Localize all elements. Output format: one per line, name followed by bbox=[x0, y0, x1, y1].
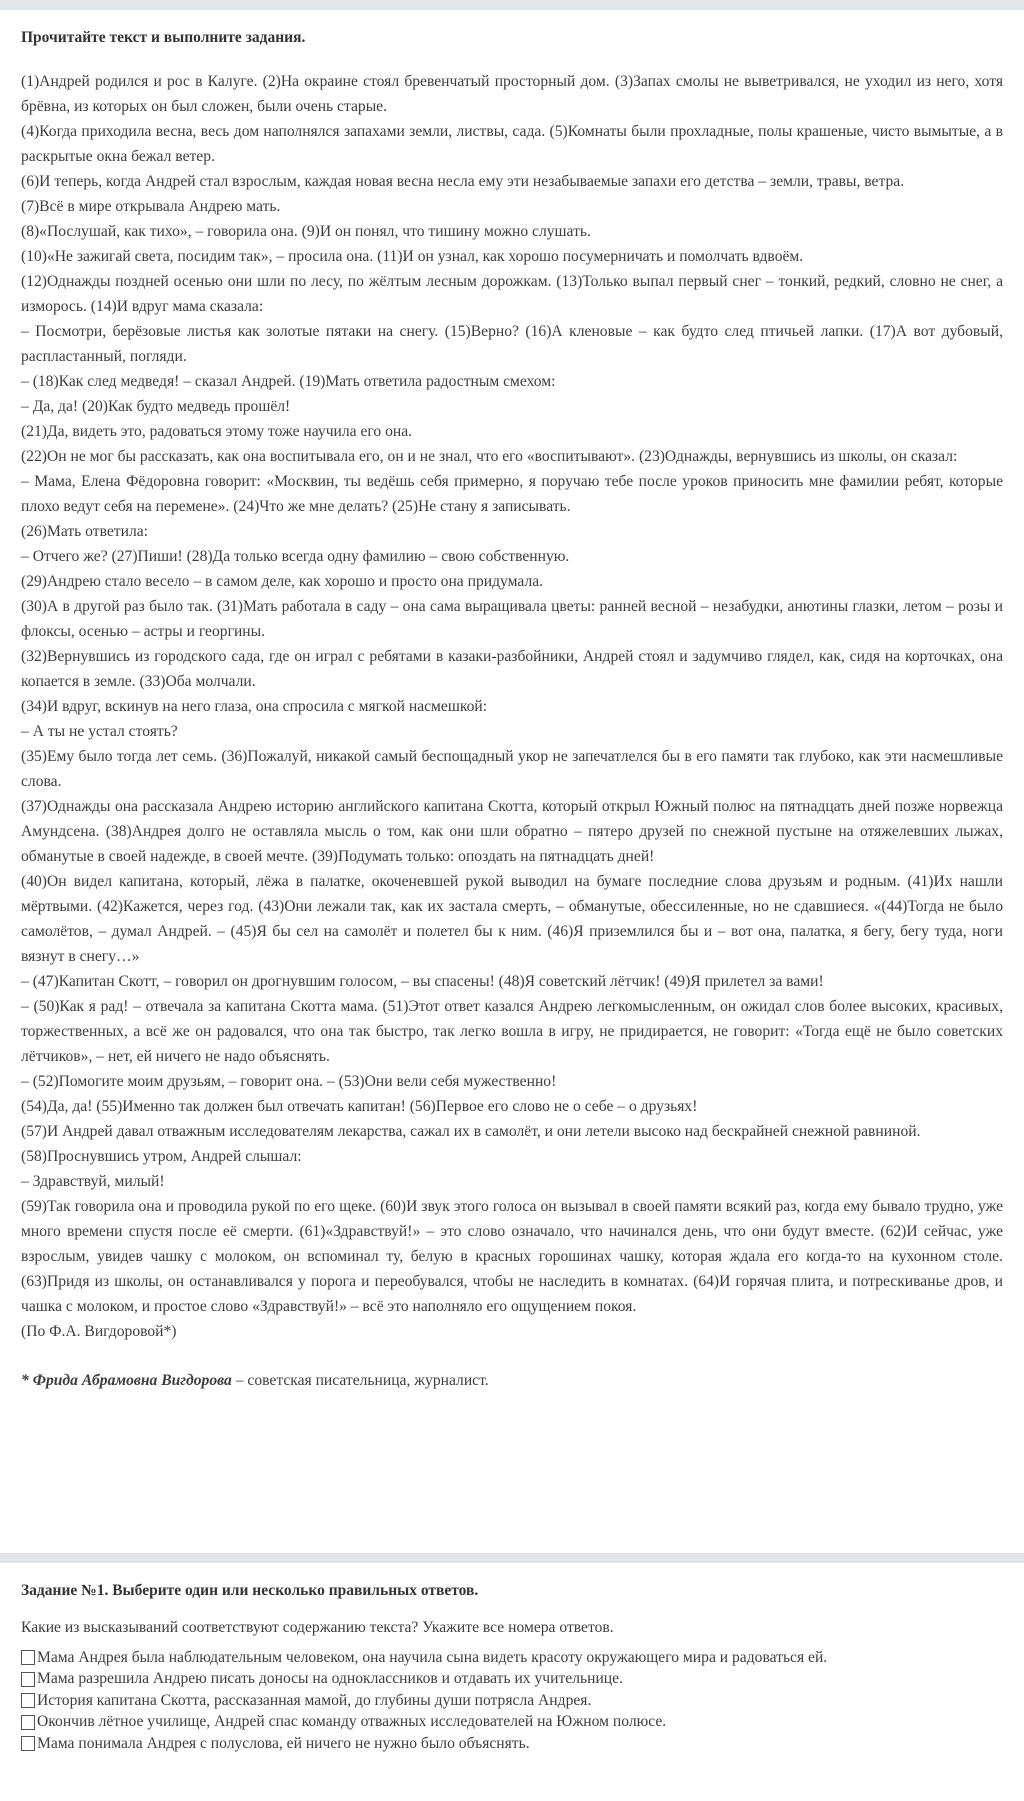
passage-paragraph: (10)«Не зажигай света, посидим так», – просила она. (11)И он узнал, как хорошо посумерничать и помолчать вдвоём. bbox=[21, 248, 804, 265]
footnote-description: – советская писательница, журналист. bbox=[231, 1372, 489, 1389]
passage bbox=[21, 69, 1003, 1344]
checkbox-icon[interactable] bbox=[21, 1693, 35, 1708]
answer-option[interactable] bbox=[21, 1733, 1003, 1755]
checkbox-icon[interactable] bbox=[21, 1672, 35, 1687]
passage-paragraph: – Посмотри, берёзовые листья как золотые пятаки на снегу. (15)Верно? (16)А кленовые – как будто след птичьей лапки. (17)А вот дубовый, распластанный, погляди. bbox=[21, 323, 1003, 365]
passage-paragraph: (37)Однажды она рассказала Андрею историю английского капитана Скотта, который открыл Южный полюс на пятнадцать дней позже норвежца Амундсена. (38)Андрея долго не оставляла мысль о том, как они шли обратно – пятеро друзей по снежной пустыне на отяжелевших лыжах, обманутые в своей надежде, в своей мечте. (39)Подумать только: опоздать на пятнадцать дней! bbox=[21, 798, 1003, 865]
checkbox-icon[interactable] bbox=[21, 1736, 35, 1751]
task-question: Какие из высказываний соответствуют содержанию текста? Укажите все номера ответов. bbox=[21, 1619, 614, 1636]
passage-paragraph: (21)Да, видеть это, радоваться этому тоже научила его она. bbox=[21, 423, 413, 440]
passage-paragraph: (22)Он не мог бы рассказать, как она воспитывала его, он и не знал, что его «воспитывают». (23)Однажды, вернувшись из школы, он сказал: bbox=[21, 448, 958, 465]
answer-option-label: Мама понимала Андрея с полуслова, ей ничего не нужно было объяснять. bbox=[37, 1734, 530, 1752]
passage-paragraph: (57)И Андрей давал отважным исследователям лекарства, сажал их в самолёт, и они летели высоко над бескрайней снежной равниной. bbox=[21, 1123, 921, 1140]
answer-option-label: Окончив лётное училище, Андрей спас команду отважных исследователей на Южном полюсе. bbox=[37, 1713, 667, 1731]
answer-option[interactable] bbox=[21, 1669, 1003, 1691]
passage-paragraph: – А ты не устал стоять? bbox=[21, 723, 178, 740]
section-divider-band bbox=[0, 1553, 1024, 1563]
passage-paragraph: (6)И теперь, когда Андрей стал взрослым, каждая новая весна несла ему эти незабываемые запахи его детства – земли, травы, ветра. bbox=[21, 173, 905, 190]
answer-options bbox=[21, 1647, 1003, 1755]
reading-section bbox=[0, 10, 1024, 1393]
intro-title: Прочитайте текст и выполните задания. bbox=[21, 29, 306, 46]
footnote bbox=[21, 1368, 1003, 1393]
passage-paragraph: (8)«Послушай, как тихо», – говорила она. (9)И он понял, что тишину можно слушать. bbox=[21, 223, 591, 240]
passage-paragraph: (59)Так говорила она и проводила рукой по его щеке. (60)И звук этого голоса он вызывал в своей памяти всякий раз, когда ему бывало трудно, уже много времени спустя после её смерти. (61)«Здравствуй!» – это слово означало, что начинался день, что они будут вместе. (62)И сейчас, уже взрослым, увидев чашку с молоком, он вспоминал ту, белую в красных горошинах чашку, которая ждала его когда-то на кухонном столе. (63)Придя из школы, он останавливался у порога и переобувался, чтобы не наследить в комнатах. (64)И горячая плита, и потрескиванье дров, и чашка с молоком, и простое слово «Здравствуй!» – всё это наполняло его ощущением покоя. bbox=[21, 1198, 1003, 1315]
checkbox-icon[interactable] bbox=[21, 1650, 35, 1665]
passage-paragraph: – Здравствуй, милый! bbox=[21, 1173, 165, 1190]
top-divider-band bbox=[0, 0, 1024, 10]
passage-paragraph: – (50)Как я рад! – отвечала за капитана Скотта мама. (51)Этот ответ казался Андрею легкомысленным, он ожидал слов более высоких, красивых, торжественных, а всё же он радовался, что она так быстро, так легко вошла в игру, не придирается, не говорит: «Тогда ещё не было советских лётчиков», – нет, ей ничего не надо объяснять. bbox=[21, 998, 1003, 1065]
passage-paragraph: (34)И вдруг, вскинув на него глаза, она спросила с мягкой насмешкой: bbox=[21, 698, 488, 715]
passage-paragraph: (30)А в другой раз было так. (31)Мать работала в саду – она сама выращивала цветы: ранней весной – незабудки, анютины глазки, летом – розы и флоксы, осенью – астры и георгины. bbox=[21, 598, 1003, 640]
passage-paragraph: (26)Мать ответила: bbox=[21, 523, 148, 540]
passage-paragraph: (32)Вернувшись из городского сада, где он играл с ребятами в казаки-разбойники, Андрей стоял и задумчиво глядел, как, сидя на корточках, она копается в земле. (33)Оба молчали. bbox=[21, 648, 1003, 690]
passage-paragraph: – (18)Как след медведя! – сказал Андрей. (19)Мать ответила радостным смехом: bbox=[21, 373, 556, 390]
passage-paragraph: (12)Однажды поздней осенью они шли по лесу, по жёлтым лесным дорожкам. (13)Только выпал первый снег – тонкий, редкий, словно не снег, а изморось. (14)И вдруг мама сказала: bbox=[21, 273, 1003, 315]
answer-option-label: История капитана Скотта, рассказанная мамой, до глубины души потрясла Андрея. bbox=[37, 1691, 592, 1709]
footnote-author-name: * Фрида Абрамовна Вигдорова bbox=[21, 1372, 232, 1389]
passage-paragraph: (29)Андрею стало весело – в самом деле, как хорошо и просто она придумала. bbox=[21, 573, 544, 590]
passage-paragraph: (58)Проснувшись утром, Андрей слышал: bbox=[21, 1148, 302, 1165]
checkbox-icon[interactable] bbox=[21, 1715, 35, 1730]
task-title: Задание №1. Выберите один или несколько правильных ответов. bbox=[21, 1582, 479, 1599]
passage-paragraph: – (47)Капитан Скотт, – говорил он дрогнувшим голосом, – вы спасены! (48)Я советский лётчик! (49)Я прилетел за вами! bbox=[21, 973, 824, 990]
passage-paragraph: (35)Ему было тогда лет семь. (36)Пожалуй, никакой самый беспощадный укор не запечатлелся бы в его памяти так глубоко, как эти насмешливые слова. bbox=[21, 748, 1003, 790]
passage-source: (По Ф.А. Вигдоровой*) bbox=[21, 1323, 177, 1340]
answer-option[interactable] bbox=[21, 1712, 1003, 1734]
answer-option[interactable] bbox=[21, 1647, 1003, 1669]
answer-option[interactable] bbox=[21, 1690, 1003, 1712]
passage-paragraph: (7)Всё в мире открывала Андрею мать. bbox=[21, 198, 281, 215]
passage-paragraph: (54)Да, да! (55)Именно так должен был отвечать капитан! (56)Первое его слово не о себе – о друзьях! bbox=[21, 1098, 698, 1115]
passage-paragraph: (4)Когда приходила весна, весь дом наполнялся запахами земли, листвы, сада. (5)Комнаты были прохладные, полы крашеные, чисто вымытые, а в раскрытые окна бежал ветер. bbox=[21, 123, 1003, 165]
passage-paragraph: – Отчего же? (27)Пиши! (28)Да только всегда одну фамилию – свою собственную. bbox=[21, 548, 570, 565]
task-section bbox=[0, 1563, 1024, 1755]
answer-option-label: Мама Андрея была наблюдательным человеком, она научила сына видеть красоту окружающего мира и радоваться ей. bbox=[37, 1648, 828, 1666]
passage-paragraph: (40)Он видел капитана, который, лёжа в палатке, окоченевшей рукой выводил на бумаге последние слова друзьям и родным. (41)Их нашли мёртвыми. (42)Кажется, через год. (43)Они лежали так, как их застала смерть, – обманутые, обессиленные, но не сдавшиеся. «(44)Тогда не было самолётов, – думал Андрей. – (45)Я бы сел на самолёт и полетел бы к ним. (46)Я приземлился бы и – вот она, палатка, я бегу, бегу туда, ноги вязнут в снегу…» bbox=[21, 873, 1003, 965]
passage-paragraph: – (52)Помогите моим друзьям, – говорит она. – (53)Они вели себя мужественно! bbox=[21, 1073, 557, 1090]
passage-paragraph: (1)Андрей родился и рос в Калуге. (2)На окраине стоял бревенчатый просторный дом. (3)Запах смолы не выветривался, не уходил из него, хотя брёвна, из которых он был сложен, были очень старые. bbox=[21, 73, 1003, 115]
passage-paragraph: – Мама, Елена Фёдоровна говорит: «Москвин, ты ведёшь себя примерно, я поручаю тебе после уроков приносить мне фамилии ребят, которые плохо ведут себя на перемене». (24)Что же мне делать? (25)Не стану я записывать. bbox=[21, 473, 1003, 515]
answer-option-label: Мама разрешила Андрею писать доносы на одноклассников и отдавать их учительнице. bbox=[37, 1670, 623, 1688]
passage-paragraph: – Да, да! (20)Как будто медведь прошёл! bbox=[21, 398, 291, 415]
